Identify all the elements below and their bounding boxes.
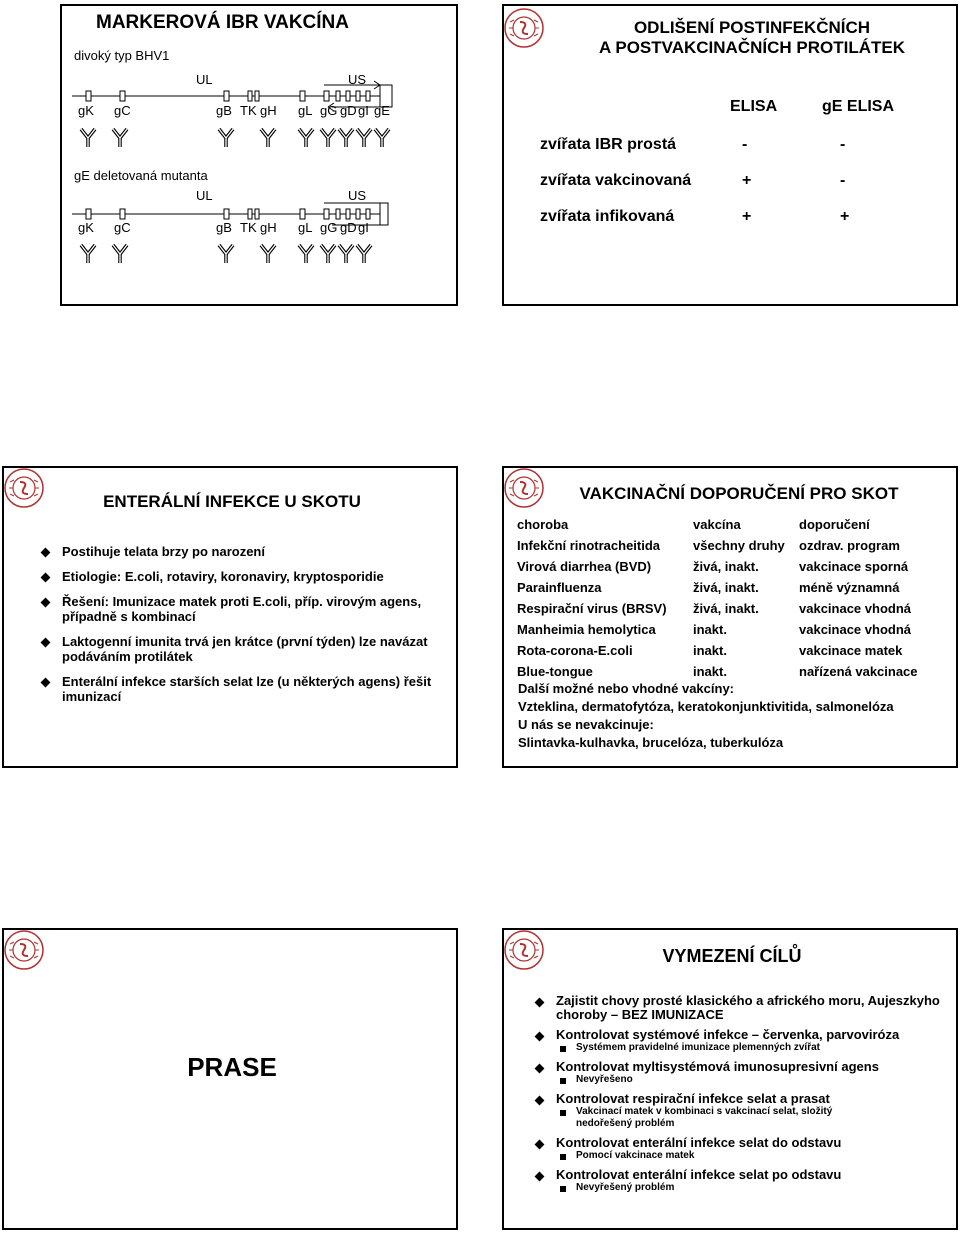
table-cell: živá, inakt. bbox=[693, 601, 759, 616]
slide2-title-line2: A POSTVAKCINAČNÍCH PROTILÁTEK bbox=[599, 38, 905, 57]
table-cell: Virová diarrhea (BVD) bbox=[517, 559, 652, 574]
goal-text: Kontrolovat enterální infekce selat do odstavu bbox=[556, 1135, 842, 1150]
table-cell: Infekční rinotracheitida bbox=[517, 538, 661, 553]
slide-pig bbox=[2, 928, 458, 1230]
gene-label: gD bbox=[340, 103, 357, 118]
table-cell: Parainfluenza bbox=[517, 580, 602, 595]
slide-goals bbox=[502, 928, 958, 1230]
note-line: Další možné nebo vhodné vakcíny: bbox=[518, 681, 734, 696]
table-row bbox=[516, 577, 919, 598]
table-cell: Blue-tongue bbox=[517, 664, 593, 679]
gene-label: TK bbox=[240, 220, 257, 235]
mutant-label: gE deletovaná mutanta bbox=[74, 168, 208, 183]
faculty-logo-icon bbox=[504, 468, 544, 508]
gene-label: gD bbox=[340, 220, 357, 235]
row-label: zvířata IBR prostá bbox=[540, 136, 677, 153]
slide4-title: VAKCINAČNÍ DOPORUČENÍ PRO SKOT bbox=[579, 484, 899, 503]
gene-label: gK bbox=[78, 220, 94, 235]
table-cell: Rota-corona-E.coli bbox=[517, 643, 633, 658]
ul-label-bottom: UL bbox=[196, 188, 213, 203]
slide5-title: PRASE bbox=[187, 1052, 277, 1082]
gene-label: gG bbox=[320, 103, 338, 118]
goal-text: Zajistit chovy prosté klasického a afrického moru, Aujeszkyho choroby – BEZ IMUNIZACE bbox=[556, 993, 940, 1022]
row-label: zvířata infikovaná bbox=[540, 208, 675, 225]
row-elisa-value: - bbox=[742, 136, 748, 153]
table-row bbox=[516, 556, 919, 577]
vaccination-table bbox=[516, 514, 919, 682]
goal-subitem bbox=[556, 1042, 954, 1054]
row-label: zvířata vakcinovaná bbox=[540, 172, 692, 189]
table-cell: nařízená vakcinace bbox=[799, 664, 918, 679]
table-cell: inakt. bbox=[693, 664, 727, 679]
slide6-goals bbox=[534, 994, 954, 1194]
goal-subitem bbox=[556, 1182, 954, 1194]
table-cell: živá, inakt. bbox=[693, 580, 759, 595]
us-label-bottom: US bbox=[348, 188, 367, 203]
gene-label: gI bbox=[358, 103, 369, 118]
bullet-text: Enterální infekce starších selat lze (u některých agens) řešit imunizací bbox=[62, 674, 432, 704]
bullet-item bbox=[40, 569, 440, 584]
slide-vaccination-recommendation-cattle bbox=[502, 466, 958, 768]
slide3-title: ENTERÁLNÍ INFEKCE U SKOTU bbox=[103, 492, 361, 511]
faculty-logo-icon bbox=[504, 930, 544, 970]
gene-label: TK bbox=[240, 103, 257, 118]
table-cell: inakt. bbox=[693, 622, 727, 637]
slide4-notes bbox=[518, 680, 894, 752]
bullet-text: Laktogenní imunita trvá jen krátce (první týden) lze navázat podáváním protilátek bbox=[62, 634, 428, 664]
row-ge-value: + bbox=[840, 208, 850, 225]
gene-label: gL bbox=[298, 220, 313, 235]
table-cell: Respirační virus (BRSV) bbox=[517, 601, 667, 616]
table-row bbox=[516, 640, 919, 661]
ul-label-top: UL bbox=[196, 72, 213, 87]
goal-subtext: Nevyřešeno bbox=[576, 1074, 633, 1085]
slide2-title-line1: ODLIŠENÍ POSTINFEKČNÍCH bbox=[633, 18, 871, 37]
note-line: U nás se nevakcinuje: bbox=[518, 717, 654, 732]
goal-text: Kontrolovat respirační infekce selat a prasat bbox=[556, 1091, 830, 1106]
bullet-text: Postihuje telata brzy po narození bbox=[62, 544, 265, 559]
slide-antibody-distinction bbox=[502, 4, 958, 306]
table-cell: méně významná bbox=[799, 580, 900, 595]
bullet-item bbox=[40, 674, 440, 704]
table-row bbox=[516, 619, 919, 640]
table-cell: ozdrav. program bbox=[799, 538, 900, 553]
slide2-title bbox=[544, 18, 958, 58]
faculty-logo-icon bbox=[4, 468, 44, 508]
goal-subitem bbox=[556, 1074, 954, 1086]
row-elisa-value: + bbox=[742, 208, 752, 225]
wild-type-label: divoký typ BHV1 bbox=[74, 48, 170, 63]
table-row bbox=[516, 535, 919, 556]
table-header-cell: choroba bbox=[517, 517, 569, 532]
table-cell: živá, inakt. bbox=[693, 559, 759, 574]
slide-enteral-infection-cattle bbox=[2, 466, 458, 768]
bullet-item bbox=[40, 634, 440, 664]
gene-label: gG bbox=[320, 220, 338, 235]
bullet-item bbox=[40, 594, 440, 624]
goal-text: Kontrolovat systémové infekce – červenka, parvoviróza bbox=[556, 1027, 900, 1042]
goal-text: Kontrolovat myltisystémová imunosupresivní agens bbox=[556, 1059, 879, 1074]
goal-item bbox=[534, 1136, 954, 1162]
bullet-text: Etiologie: E.coli, rotaviry, koronaviry, kryptosporidie bbox=[62, 569, 384, 584]
note-line: Vzteklina, dermatofytóza, keratokonjunktivitida, salmonelóza bbox=[518, 699, 894, 714]
goal-item bbox=[534, 994, 954, 1022]
goal-subtext: Systémem pravidelné imunizace plemenných zvířat bbox=[576, 1042, 820, 1053]
table-cell: vakcinace vhodná bbox=[799, 601, 911, 616]
table-row bbox=[516, 661, 919, 682]
note-line: Slintavka-kulhavka, brucelóza, tuberkulóza bbox=[518, 735, 784, 750]
slide-ibr-marker-vaccine bbox=[60, 4, 458, 306]
goal-item bbox=[534, 1092, 954, 1130]
table-cell: všechny druhy bbox=[693, 538, 785, 553]
faculty-logo-icon bbox=[4, 930, 44, 970]
table-cell: vakcinace sporná bbox=[799, 559, 909, 574]
gene-label: gH bbox=[260, 103, 277, 118]
slide3-bullets bbox=[40, 544, 440, 704]
gene-map-diagram bbox=[62, 66, 458, 266]
gene-label: gH bbox=[260, 220, 277, 235]
table-header-row bbox=[516, 514, 919, 535]
gene-label: gE bbox=[374, 103, 390, 118]
row-elisa-value: + bbox=[742, 172, 752, 189]
bullet-item bbox=[40, 544, 440, 559]
goal-subitem bbox=[556, 1106, 856, 1130]
gene-label: gL bbox=[298, 103, 313, 118]
ge-elisa-header: gE ELISA bbox=[822, 98, 895, 115]
gene-label: gI bbox=[358, 220, 369, 235]
gene-label: gB bbox=[216, 220, 232, 235]
goal-subtext: Nevyřešený problém bbox=[576, 1182, 675, 1193]
goal-item bbox=[534, 1028, 954, 1054]
table-cell: vakcinace vhodná bbox=[799, 622, 911, 637]
gene-label: gC bbox=[114, 220, 131, 235]
table-header-cell: doporučení bbox=[799, 517, 870, 532]
us-label-top: US bbox=[348, 72, 367, 87]
goal-subtext: Vakcinací matek v kombinaci s vakcinací selat, složitý nedořešený problém bbox=[576, 1106, 833, 1129]
gene-label: gK bbox=[78, 103, 94, 118]
slide1-title: MARKEROVÁ IBR VAKCÍNA bbox=[96, 12, 349, 33]
bullet-text: Řešení: Imunizace matek proti E.coli, příp. virovým agens, případně s kombinací bbox=[62, 594, 422, 624]
table-cell: vakcinace matek bbox=[799, 643, 903, 658]
goal-subitem bbox=[556, 1150, 954, 1162]
table-row bbox=[516, 598, 919, 619]
row-ge-value: - bbox=[840, 136, 846, 153]
table-cell: Manheimia hemolytica bbox=[517, 622, 656, 637]
table-cell: inakt. bbox=[693, 643, 727, 658]
faculty-logo-icon bbox=[504, 8, 544, 48]
elisa-header: ELISA bbox=[730, 98, 778, 115]
row-ge-value: - bbox=[840, 172, 846, 189]
gene-label: gC bbox=[114, 103, 131, 118]
table-header-cell: vakcína bbox=[693, 517, 741, 532]
goal-text: Kontrolovat enterální infekce selat po odstavu bbox=[556, 1167, 842, 1182]
goal-subtext: Pomocí vakcinace matek bbox=[576, 1150, 695, 1161]
slide6-title: VYMEZENÍ CÍLŮ bbox=[662, 946, 802, 966]
goal-item bbox=[534, 1168, 954, 1194]
goal-item bbox=[534, 1060, 954, 1086]
gene-label: gB bbox=[216, 103, 232, 118]
